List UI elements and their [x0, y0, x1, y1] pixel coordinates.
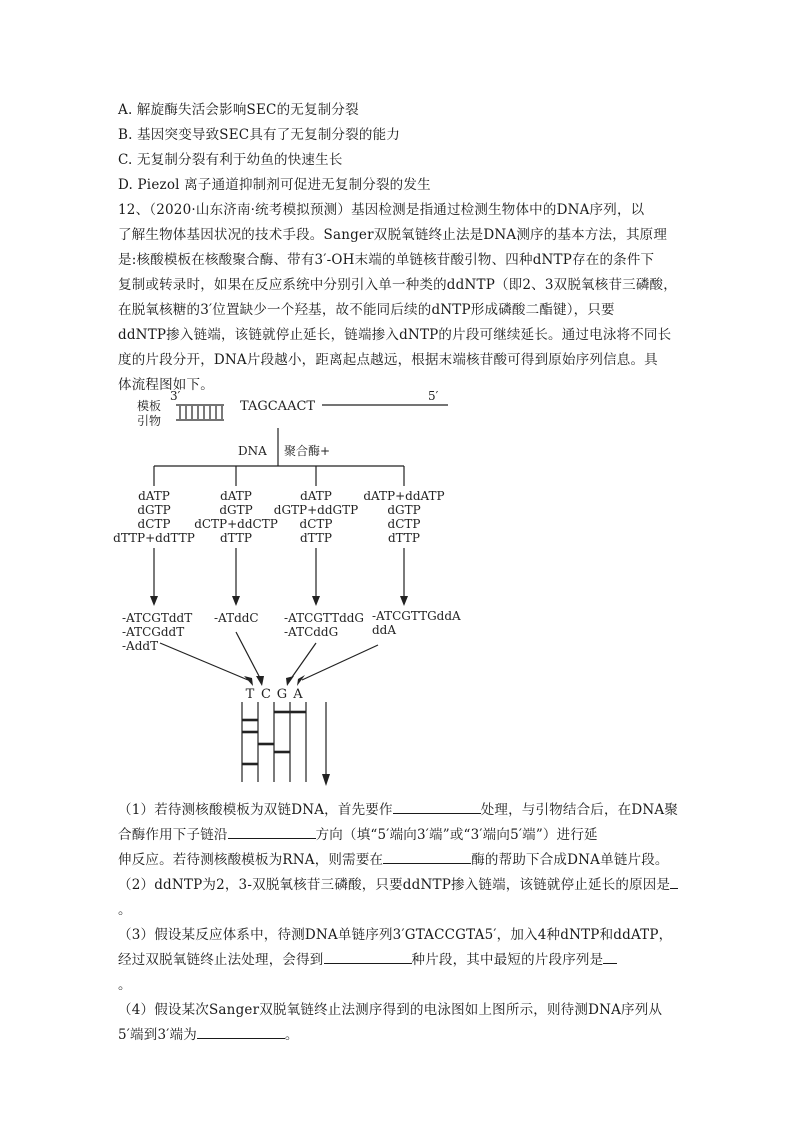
- question-intro-line: 是:核酸模板在核酸聚合酶、带有3′-OH末端的单链核苷酸引物、四种dNTP存在的条件下: [118, 252, 655, 268]
- option-c: C. 无复制分裂有利于幼鱼的快速生长: [118, 152, 343, 168]
- option-d: D. Piezol 离子通道抑制剂可促进无复制分裂的发生: [118, 177, 431, 193]
- primer-label: 引物: [137, 414, 162, 428]
- reaction-reagent: dATP+ddATP: [363, 489, 445, 503]
- polymerase-label: 聚合酶+: [284, 444, 331, 458]
- product-fragment: ddA: [372, 623, 397, 637]
- answer-blank[interactable]: [393, 799, 481, 814]
- question-intro-line: 复制或转录时，如果在反应系统中分别引入单一种类的ddNTP（即2、3双脱氧核苷三磷酸，: [118, 277, 677, 293]
- reaction-reagent: dCTP: [299, 517, 333, 531]
- question-intro-line: ddNTP掺入链端，该链就停止延长，链端掺入dNTP的片段可继续延长。通过电泳将不同长: [118, 327, 672, 343]
- reaction-reagent: dATP: [138, 489, 170, 503]
- reaction-reagent: dTTP: [300, 531, 332, 545]
- reaction-reagent: dGTP: [387, 503, 421, 517]
- reaction-reagent: dCTP+ddCTP: [194, 517, 278, 531]
- product-fragment: -ATCGTTddG: [284, 611, 365, 625]
- q1-text: 合酶作用下子链沿: [118, 827, 228, 843]
- reaction-reagent: dTTP: [220, 531, 252, 545]
- reaction-reagent: dGTP+ddGTP: [273, 503, 359, 517]
- option-b: B. 基因突变导致SEC具有了无复制分裂的能力: [118, 127, 401, 143]
- answer-blank[interactable]: [603, 949, 617, 964]
- q3-line-1: [118, 923, 672, 943]
- product-fragment: -ATCddG: [284, 625, 339, 639]
- q3-end: 。: [118, 977, 132, 993]
- sanger-flow-diagram: [0, 390, 800, 790]
- answer-blank[interactable]: [324, 949, 412, 964]
- reaction-reagent: dATP: [220, 489, 252, 503]
- option-a: A. 解旋酶失活会影响SEC的无复制分裂: [118, 102, 359, 118]
- q3-line-3: [118, 973, 132, 993]
- product-fragment: -ATddC: [214, 611, 259, 625]
- product-fragment: -ATCGTTGddA: [372, 609, 461, 623]
- q3-text: 种片段，其中最短的片段序列是: [411, 952, 604, 968]
- answer-blank[interactable]: [197, 1024, 285, 1039]
- q1-text: 方向（填“5′端向3′端”或“3′端向5′端”）进行延: [315, 827, 598, 843]
- q2-line-1: [118, 873, 678, 893]
- reaction-reagent: dCTP: [387, 517, 421, 531]
- q1-text: 处理，与引物结合后，在DNA聚: [480, 802, 679, 818]
- reaction-reagent: dGTP: [219, 503, 253, 517]
- answer-blank[interactable]: [670, 874, 678, 889]
- reaction-reagent: dGTP: [137, 503, 171, 517]
- lane-label: T: [245, 687, 255, 702]
- q4-line-2: [118, 1023, 299, 1043]
- q2-text: （2）ddNTP为2，3-双脱氧核苷三磷酸，只要ddNTP掺入链端，该链就停止延长的原因是: [118, 877, 671, 893]
- q3-line-2: [118, 948, 617, 968]
- product-fragment: -ATCGTddT: [122, 611, 193, 625]
- q4-text: 5′端到3′端为: [118, 1027, 197, 1043]
- question-intro-line: 12、（2020·山东济南·统考模拟预测）基因检测是指通过检测生物体中的DNA序列，以: [118, 202, 645, 218]
- q1-text: 伸反应。若待测核酸模板为RNA，则需要在: [118, 852, 384, 868]
- q4-end: 。: [284, 1027, 299, 1043]
- answer-blank[interactable]: [383, 849, 471, 864]
- q4-text: （4）假设某次Sanger双脱氧链终止法测序得到的电泳图如上图所示，则待测DNA序列从: [118, 1002, 663, 1018]
- lane-label: A: [293, 687, 303, 702]
- end-5-label: 5′: [428, 390, 439, 403]
- q2-end: 。: [118, 902, 132, 918]
- q1-text: 酶的帮助下合成DNA单链片段。: [471, 852, 669, 868]
- question-intro-line: 度的片段分开，DNA片段越小，距离起点越远，根据末端核苷酸可得到原始序列信息。具: [118, 352, 658, 368]
- q3-text: 经过双脱氧链终止法处理，会得到: [118, 952, 324, 968]
- question-intro-line: 在脱氧核糖的3′位置缺少一个羟基，故不能同后续的dNTP形成磷酸二酯键），只要: [118, 302, 615, 318]
- q2-line-2: [118, 898, 132, 918]
- dna-label: DNA: [238, 444, 267, 458]
- template-sequence: TAGCAACT: [240, 399, 316, 414]
- question-intro-line: 体流程图如下。: [118, 377, 214, 393]
- reaction-reagent: dATP: [300, 489, 332, 503]
- product-fragment: -AddT: [122, 639, 159, 653]
- reaction-reagent: dTTP+ddTTP: [113, 531, 195, 545]
- end-3-label: 3′: [170, 390, 181, 403]
- q1-line-3: [118, 848, 669, 868]
- q1-line-1: [118, 798, 678, 818]
- q3-text: （3）假设某反应体系中，待测DNA单链序列3′GTACCGTA5′，加入4种dNTP和ddATP，: [118, 927, 673, 943]
- q1-line-2: [118, 823, 598, 843]
- lane-label: C: [261, 687, 271, 702]
- q1-text: （1）若待测核酸模板为双链DNA，首先要作: [118, 802, 393, 818]
- lane-label: G: [276, 687, 288, 702]
- q4-line-1: [118, 998, 662, 1018]
- question-intro-line: 了解生物体基因状况的技术手段。Sanger双脱氧链终止法是DNA测序的基本方法，其原理: [118, 227, 668, 243]
- product-fragment: -ATCGddT: [122, 625, 185, 639]
- reaction-reagent: dCTP: [137, 517, 171, 531]
- template-label: 模板: [137, 399, 162, 413]
- reaction-reagent: dTTP: [388, 531, 420, 545]
- answer-blank[interactable]: [228, 824, 316, 839]
